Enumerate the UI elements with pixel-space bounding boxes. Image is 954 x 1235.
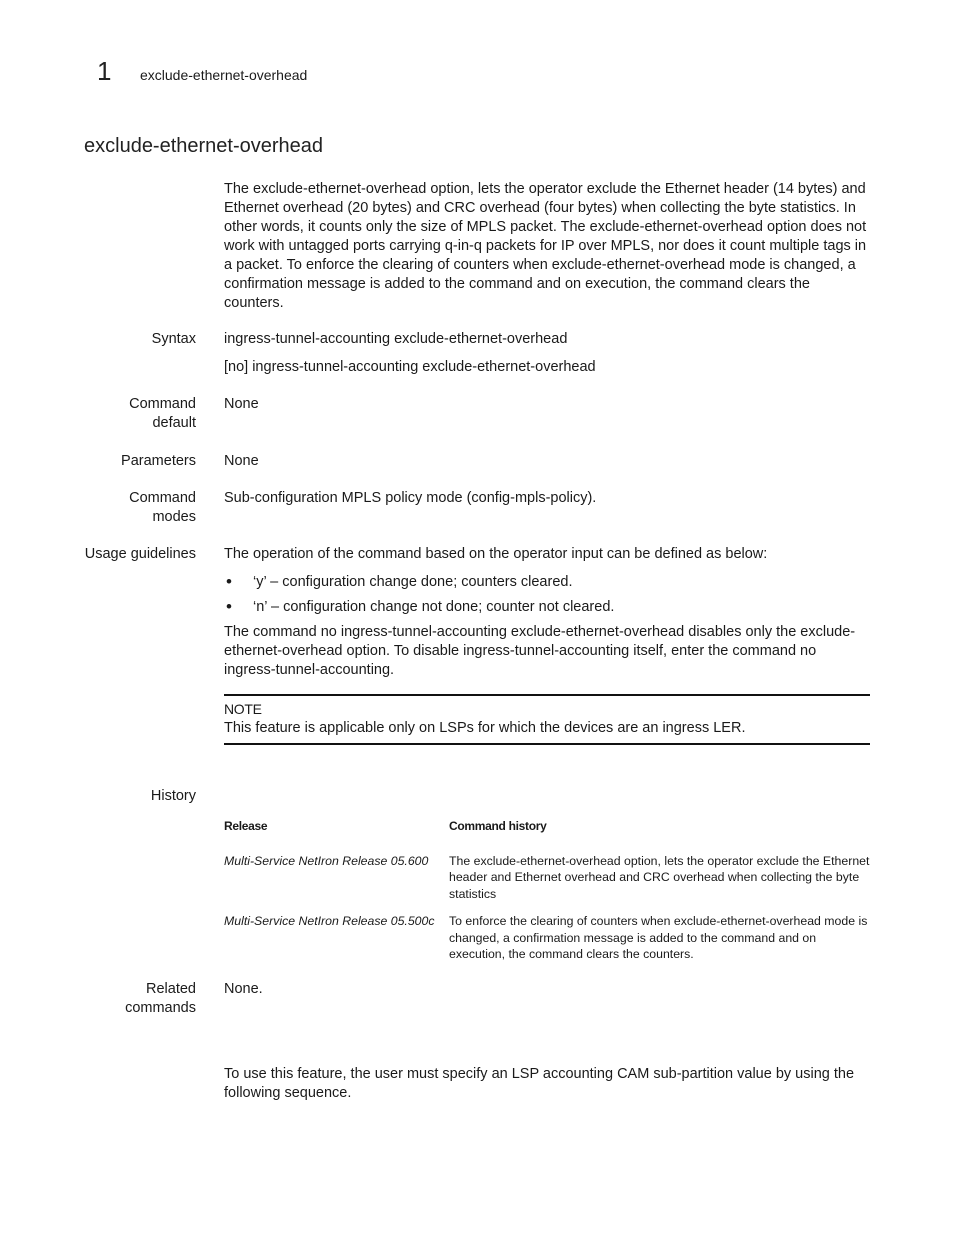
- history-release: Multi-Service NetIron Release 05.500c: [224, 914, 435, 928]
- history-text: To enforce the clearing of counters when exclude-ethernet-overhead mode is changed, a confirmation message is added to the command and on execution, the command clears the counters.: [449, 914, 868, 961]
- command-default-label-line1: Command: [129, 396, 196, 412]
- history-table: [224, 818, 870, 974]
- history-table-container: [224, 818, 870, 974]
- related-commands-label-line2: commands: [125, 1000, 196, 1016]
- table-row: [224, 913, 870, 974]
- table-row: [224, 853, 870, 914]
- command-modes-value: Sub-configuration MPLS policy mode (config-mpls-policy).: [224, 490, 597, 506]
- usage-bullet: • ‘y’ – configuration change done; counters cleared.: [224, 573, 870, 592]
- history-header-row: [224, 818, 870, 853]
- syntax-line-2: [no] ingress-tunnel-accounting exclude-ethernet-overhead: [224, 359, 596, 375]
- syntax-label: Syntax: [151, 331, 196, 347]
- intro-paragraph: The exclude-ethernet-overhead option, lets the operator exclude the Ethernet header (14 bytes) and Ethernet overhead (20 bytes) and CRC overhead (four bytes) when collecting the byte statistics. In other words, it counts only the size of MPLS packet. The exclude-ethernet-overhead option does not work with untagged ports carrying q-in-q packets for IP over MPLS, nor does it count multiple tags in a packet. To enforce the clearing of counters when exclude-ethernet-overhead mode is changed, a confirmation message is added to the command and on execution, the command clears the counters.: [224, 181, 867, 311]
- usage-guidelines-label: Usage guidelines: [84, 546, 196, 562]
- running-head: exclude-ethernet-overhead: [140, 67, 308, 83]
- usage-detail: The command no ingress-tunnel-accounting exclude-ethernet-overhead disables only the exclude-ethernet-overhead option. To disable ingress-tunnel-accounting itself, enter the command no ingress-tunnel-accounting.: [224, 624, 856, 678]
- history-label: History: [150, 788, 196, 804]
- history-col-command-history: Command history: [449, 819, 547, 833]
- usage-bullet: • ‘n’ – configuration change not done; counter not cleared.: [224, 598, 870, 617]
- chapter-number: 1: [97, 56, 112, 86]
- command-modes-label: [60, 489, 196, 527]
- command-modes-label-line1: Command: [129, 490, 196, 506]
- command-default-label-line2: default: [152, 415, 196, 431]
- history-text: The exclude-ethernet-overhead option, lets the operator exclude the Ethernet header and Ethernet overhead and CRC overhead when collecting the byte statistics: [449, 853, 870, 901]
- syntax-line-1: ingress-tunnel-accounting exclude-ethernet-overhead: [224, 331, 568, 347]
- usage-guidelines-body: [224, 545, 870, 680]
- parameters-value: None: [224, 453, 259, 469]
- command-modes-label-line2: modes: [152, 509, 196, 525]
- usage-bullet-list: [224, 573, 870, 617]
- footer-paragraph: To use this feature, the user must specify an LSP accounting CAM sub-partition value by using the following sequence.: [224, 1066, 855, 1101]
- related-commands-value: None.: [224, 981, 263, 997]
- related-commands-label: [60, 980, 196, 1018]
- parameters-label: Parameters: [121, 453, 196, 469]
- note-box: [224, 694, 870, 745]
- note-label: NOTE: [224, 701, 262, 717]
- related-commands-label-line1: Related: [146, 981, 196, 997]
- history-col-release: Release: [224, 819, 268, 833]
- note-text: This feature is applicable only on LSPs for which the devices are an ingress LER.: [224, 720, 746, 736]
- history-release: Multi-Service NetIron Release 05.600: [224, 853, 429, 868]
- command-default-value: None: [224, 396, 259, 412]
- command-default-label: [60, 395, 196, 433]
- page-title: exclude-ethernet-overhead: [84, 135, 324, 157]
- usage-intro: The operation of the command based on the operator input can be defined as below:: [224, 546, 768, 562]
